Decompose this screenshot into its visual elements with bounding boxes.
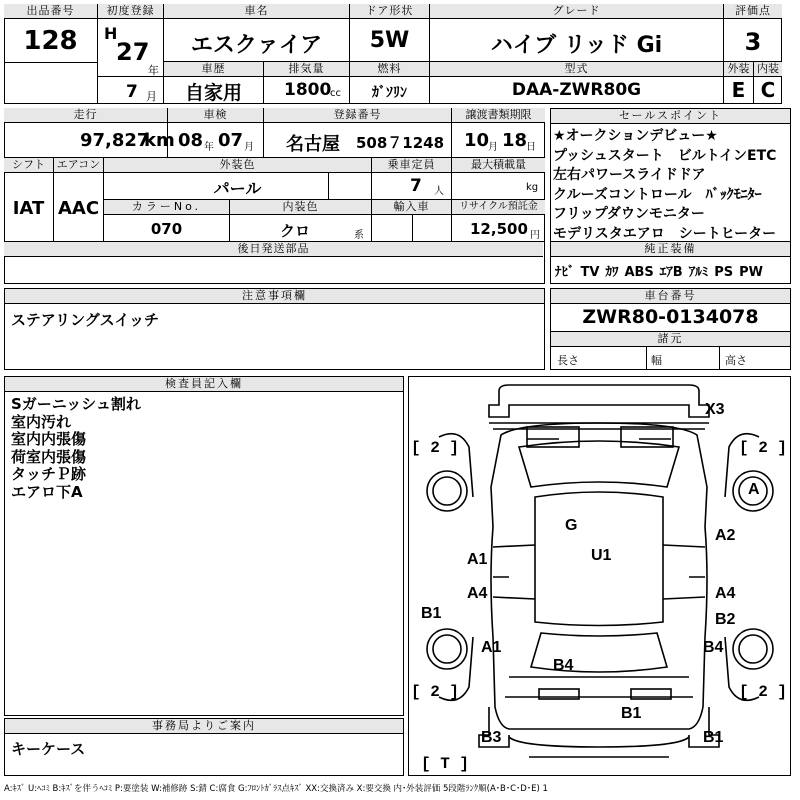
inspector-note: Sガーニッシュ割れ <box>11 395 141 413</box>
car-name: エスクァイア <box>190 33 323 58</box>
equipment-item: TV <box>580 265 600 280</box>
reg-year: 27 <box>116 38 150 66</box>
shift-cell <box>4 158 54 242</box>
inspection-cell <box>168 108 264 158</box>
sales-points-box <box>550 108 791 284</box>
grade-cell <box>430 4 724 62</box>
shift-label: シフト <box>4 158 53 173</box>
sales-point: クルーズコントロール ﾊﾞｯｸﾓﾆﾀｰ <box>553 186 762 203</box>
mark-b1-right: B1 <box>703 729 724 746</box>
inspection-label: 車検 <box>168 108 263 123</box>
legend: A:ｷｽﾞ U:ﾍｺﾐ B:ｷｽﾞを伴うﾍｺﾐ P:要塗装 W:補修跡 S:錆 C:腐食 G:ﾌﾛﾝﾄｶﾞﾗｽ点ｷｽﾞ XX:交換済み X:要交換 内･外装評価 5段階ﾗﾝｸ順(A･B･C･D･E) 1 <box>4 784 548 794</box>
score-cell <box>724 4 782 62</box>
mark-a2-right: A2 <box>715 527 736 544</box>
chassis-number: ZWR80-0134078 <box>582 306 759 328</box>
sales-point: フリップダウンモニター <box>553 206 705 222</box>
mark-g: G <box>565 517 578 534</box>
notes-text: ステアリングスイッチ <box>11 311 160 329</box>
import-label: 輸入車 <box>372 200 451 215</box>
first-registration-label: 初度登録 <box>98 4 163 19</box>
mileage-unit: km <box>144 130 175 151</box>
exterior-color: パール <box>213 179 262 198</box>
interior-cell <box>754 62 782 104</box>
mark-bracket: [ 2 ] <box>739 439 788 457</box>
door-label: ドア形状 <box>350 4 429 19</box>
mark-a1-left: A1 <box>467 551 488 568</box>
inspector-note: エアロ下A <box>11 482 83 501</box>
dims-label: 諸元 <box>551 331 790 347</box>
door-type: 5W <box>369 28 410 53</box>
interior-color: クロ <box>279 222 310 240</box>
sales-point: モデリスタエアロ シートヒーター <box>553 225 777 242</box>
shift: IAT <box>12 198 45 219</box>
model: DAA-ZWR80G <box>511 80 642 100</box>
equipment-item: PW <box>739 265 763 280</box>
registration-city: 名古屋 <box>286 134 340 155</box>
equipment-label: 純正装備 <box>551 241 790 257</box>
sales-point: プッシュスタート ビルトインETC <box>553 147 777 164</box>
max-load-label: 最大積載量 <box>452 158 545 173</box>
recycle-amount: 12,500 <box>470 220 528 238</box>
model-label: 型式 <box>430 62 723 77</box>
era: H <box>104 24 118 43</box>
capacity-unit: 人 <box>434 186 444 197</box>
interior-score: C <box>760 78 776 102</box>
inspector-list <box>11 396 141 501</box>
transfer-day-unit: 日 <box>526 142 536 153</box>
mark-b1-center: B1 <box>621 705 642 722</box>
color-cell <box>104 158 372 200</box>
mark-b4-center: B4 <box>553 657 574 674</box>
ac: AAC <box>57 198 100 219</box>
displacement-cell <box>264 62 350 104</box>
chassis-label: 車台番号 <box>551 289 790 304</box>
displacement-unit: cc <box>330 88 341 99</box>
registration-label: 登録番号 <box>264 108 451 123</box>
registration-cell <box>264 108 452 158</box>
max-load-unit: kg <box>526 182 539 193</box>
color-no-cell <box>104 200 230 242</box>
displacement: 1800 <box>284 80 332 100</box>
equipment-item: ｶﾜ <box>605 265 619 280</box>
mark-b4-right: B4 <box>703 639 724 656</box>
office-label: 事務局よりご案内 <box>5 719 403 734</box>
color-no-label: カラーNo. <box>104 200 229 215</box>
lot-number-label: 出品番号 <box>4 4 97 19</box>
mark-a-wheel: A <box>748 481 760 498</box>
inspector-note: 室内汚れ <box>11 412 72 431</box>
transfer-month: 10 <box>464 130 490 151</box>
exterior-cell <box>724 62 754 104</box>
capacity: 7 <box>410 176 422 196</box>
displacement-label: 排気量 <box>264 62 349 77</box>
equipment-item: ｴｱB <box>659 265 683 280</box>
inspection-year: 08 <box>178 130 204 151</box>
mark-t: [ T ] <box>421 755 470 773</box>
equipment-item: ｱﾙﾐ <box>688 265 709 280</box>
history-label: 車歴 <box>164 62 263 77</box>
score: 3 <box>744 28 762 56</box>
mark-a4-right: A4 <box>715 585 736 602</box>
inspector-note: タッチＰ跡 <box>11 465 87 483</box>
lot-number-cell <box>4 4 98 104</box>
ac-cell <box>54 158 104 242</box>
reg-month-unit: 月 <box>146 90 157 103</box>
mileage-cell <box>4 108 175 158</box>
notes-box <box>4 288 545 370</box>
mark-bracket: [ 2 ] <box>411 683 460 701</box>
transfer-day: 18 <box>502 130 528 151</box>
inspector-label: 検査員記入欄 <box>5 377 403 392</box>
import-cell <box>372 200 452 242</box>
interior-color-label: 内装色 <box>230 200 371 215</box>
interior-color-unit: 系 <box>354 230 364 241</box>
max-load-cell <box>452 158 545 200</box>
notes-label: 注意事項欄 <box>5 289 544 304</box>
inspection-year-unit: 年 <box>204 142 214 153</box>
color-label: 外装色 <box>104 158 371 173</box>
office-text: キーケース <box>11 740 86 758</box>
later-parts-cell <box>4 242 545 284</box>
capacity-label: 乗車定員 <box>372 158 451 173</box>
sales-point: 左右パワースライドドア <box>553 167 706 183</box>
mileage: 97,827 <box>80 130 150 151</box>
height-label: 高さ <box>725 354 747 367</box>
reg-year-unit: 年 <box>148 64 159 77</box>
inspector-note: 室内内張傷 <box>11 430 87 448</box>
color-no: 070 <box>150 220 183 238</box>
mark-x3: X3 <box>705 401 725 418</box>
exterior-label: 外装 <box>724 62 753 77</box>
mark-a1-rear-left: A1 <box>481 639 502 656</box>
fuel-label: 燃料 <box>350 62 429 77</box>
history-cell <box>164 62 264 104</box>
grade: ハイブ リッド Gi <box>490 33 663 58</box>
chassis-box <box>550 288 791 370</box>
first-registration-cell <box>98 4 164 104</box>
reg-month: 7 <box>126 82 138 102</box>
interior-label: 内装 <box>754 62 782 77</box>
office-box <box>4 718 404 776</box>
interior-color-cell <box>230 200 372 242</box>
car-outline <box>409 377 790 775</box>
history: 自家用 <box>184 82 242 104</box>
mark-b2-right: B2 <box>715 611 736 628</box>
inspection-month: 07 <box>218 130 244 151</box>
mileage-label: 走行 <box>4 108 167 123</box>
fuel-cell <box>350 62 430 104</box>
exterior-score: E <box>731 78 746 102</box>
lot-number: 128 <box>23 26 78 56</box>
sales-points-label: セールスポイント <box>551 109 790 124</box>
equipment-item: ABS <box>624 265 654 280</box>
mark-bracket: [ 2 ] <box>411 439 460 457</box>
registration-number: 508７1248 <box>356 134 445 152</box>
inspection-month-unit: 月 <box>244 142 254 153</box>
mark-b1-left: B1 <box>421 605 442 622</box>
transfer-label: 譲渡書類期限 <box>452 108 545 123</box>
ac-label: エアコン <box>54 158 103 173</box>
car-name-cell <box>164 4 350 62</box>
damage-diagram <box>408 376 791 776</box>
grade-label: グレード <box>430 4 723 19</box>
recycle-label: リサイクル預託金 <box>452 200 545 215</box>
door-cell <box>350 4 430 62</box>
recycle-cell <box>452 200 545 242</box>
model-cell <box>430 62 724 104</box>
fuel: ｶﾞｿﾘﾝ <box>372 85 407 101</box>
mark-bracket: [ 2 ] <box>739 683 788 701</box>
sales-point: ★オークションデビュー★ <box>553 128 718 144</box>
transfer-cell <box>452 108 545 158</box>
transfer-month-unit: 月 <box>488 142 498 153</box>
mark-a4-left: A4 <box>467 585 488 602</box>
sales-points-list <box>553 127 789 244</box>
width-label: 幅 <box>651 354 662 367</box>
equipment-item: ﾅﾋﾞ <box>555 265 575 280</box>
inspector-note: 荷室内張傷 <box>11 447 87 466</box>
score-label: 評価点 <box>724 4 782 19</box>
recycle-unit: 円 <box>530 230 540 241</box>
later-parts-label: 後日発送部品 <box>4 242 543 257</box>
mark-u1: U1 <box>591 547 612 564</box>
mark-b3-left: B3 <box>481 729 502 746</box>
length-label: 長さ <box>557 354 579 367</box>
equipment-item: PS <box>714 265 734 280</box>
car-name-label: 車名 <box>164 4 349 19</box>
inspector-box <box>4 376 404 716</box>
equipment-list <box>555 261 791 280</box>
capacity-cell <box>372 158 452 200</box>
